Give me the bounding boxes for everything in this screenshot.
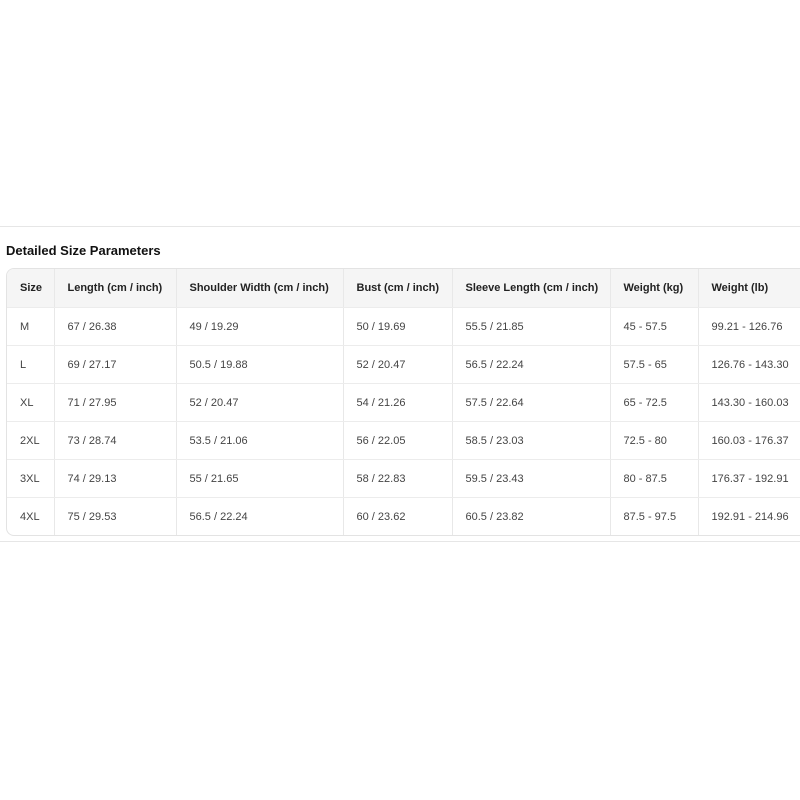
cell-shoulder-width: 53.5 / 21.06 [176, 422, 343, 460]
size-table-container [6, 268, 800, 536]
cell-size: 4XL [7, 498, 54, 536]
cell-shoulder-width: 52 / 20.47 [176, 384, 343, 422]
cell-weight-lb: 143.30 - 160.03 [698, 384, 800, 422]
cell-weight-lb: 176.37 - 192.91 [698, 460, 800, 498]
header-sleeve-length: Sleeve Length (cm / inch) [452, 269, 610, 308]
cell-size: 3XL [7, 460, 54, 498]
header-row [7, 269, 800, 308]
table-row [7, 384, 800, 422]
header-bust: Bust (cm / inch) [343, 269, 452, 308]
size-chart-card [0, 226, 800, 542]
cell-weight-lb: 160.03 - 176.37 [698, 422, 800, 460]
cell-weight-lb: 126.76 - 143.30 [698, 346, 800, 384]
header-weight-lb: Weight (lb) [698, 269, 800, 308]
table-row [7, 308, 800, 346]
cell-bust: 52 / 20.47 [343, 346, 452, 384]
cell-sleeve-length: 55.5 / 21.85 [452, 308, 610, 346]
table-row [7, 498, 800, 536]
cell-length: 71 / 27.95 [54, 384, 176, 422]
cell-weight-lb: 99.21 - 126.76 [698, 308, 800, 346]
cell-bust: 54 / 21.26 [343, 384, 452, 422]
header-weight-kg: Weight (kg) [610, 269, 698, 308]
cell-size: 2XL [7, 422, 54, 460]
table-row [7, 460, 800, 498]
cell-bust: 56 / 22.05 [343, 422, 452, 460]
header-shoulder-width: Shoulder Width (cm / inch) [176, 269, 343, 308]
table-row [7, 346, 800, 384]
cell-size: XL [7, 384, 54, 422]
cell-sleeve-length: 57.5 / 22.64 [452, 384, 610, 422]
size-table [7, 269, 800, 535]
cell-length: 74 / 29.13 [54, 460, 176, 498]
cell-length: 75 / 29.53 [54, 498, 176, 536]
cell-bust: 60 / 23.62 [343, 498, 452, 536]
table-header [7, 269, 800, 308]
cell-length: 67 / 26.38 [54, 308, 176, 346]
cell-sleeve-length: 56.5 / 22.24 [452, 346, 610, 384]
cell-weight-kg: 87.5 - 97.5 [610, 498, 698, 536]
cell-length: 69 / 27.17 [54, 346, 176, 384]
cell-weight-kg: 80 - 87.5 [610, 460, 698, 498]
header-size: Size [7, 269, 54, 308]
cell-weight-kg: 57.5 - 65 [610, 346, 698, 384]
cell-weight-kg: 45 - 57.5 [610, 308, 698, 346]
table-row [7, 422, 800, 460]
cell-length: 73 / 28.74 [54, 422, 176, 460]
page-title: Detailed Size Parameters [6, 243, 161, 258]
cell-shoulder-width: 56.5 / 22.24 [176, 498, 343, 536]
cell-weight-lb: 192.91 - 214.96 [711, 510, 789, 523]
cell-bust: 58 / 22.83 [343, 460, 452, 498]
cell-sleeve-length: 60.5 / 23.82 [452, 498, 610, 536]
cell-weight-kg: 65 - 72.5 [610, 384, 698, 422]
cell-shoulder-width: 55 / 21.65 [176, 460, 343, 498]
cell-sleeve-length: 58.5 / 23.03 [452, 422, 610, 460]
cell-size: L [7, 346, 54, 384]
header-length: Length (cm / inch) [54, 269, 176, 308]
cell-bust: 50 / 19.69 [343, 308, 452, 346]
cell-sleeve-length: 59.5 / 23.43 [452, 460, 610, 498]
cell-shoulder-width: 50.5 / 19.88 [176, 346, 343, 384]
cell-size: M [7, 308, 54, 346]
cell-weight-kg: 72.5 - 80 [610, 422, 698, 460]
cell-shoulder-width: 49 / 19.29 [176, 308, 343, 346]
table-body [7, 308, 800, 536]
